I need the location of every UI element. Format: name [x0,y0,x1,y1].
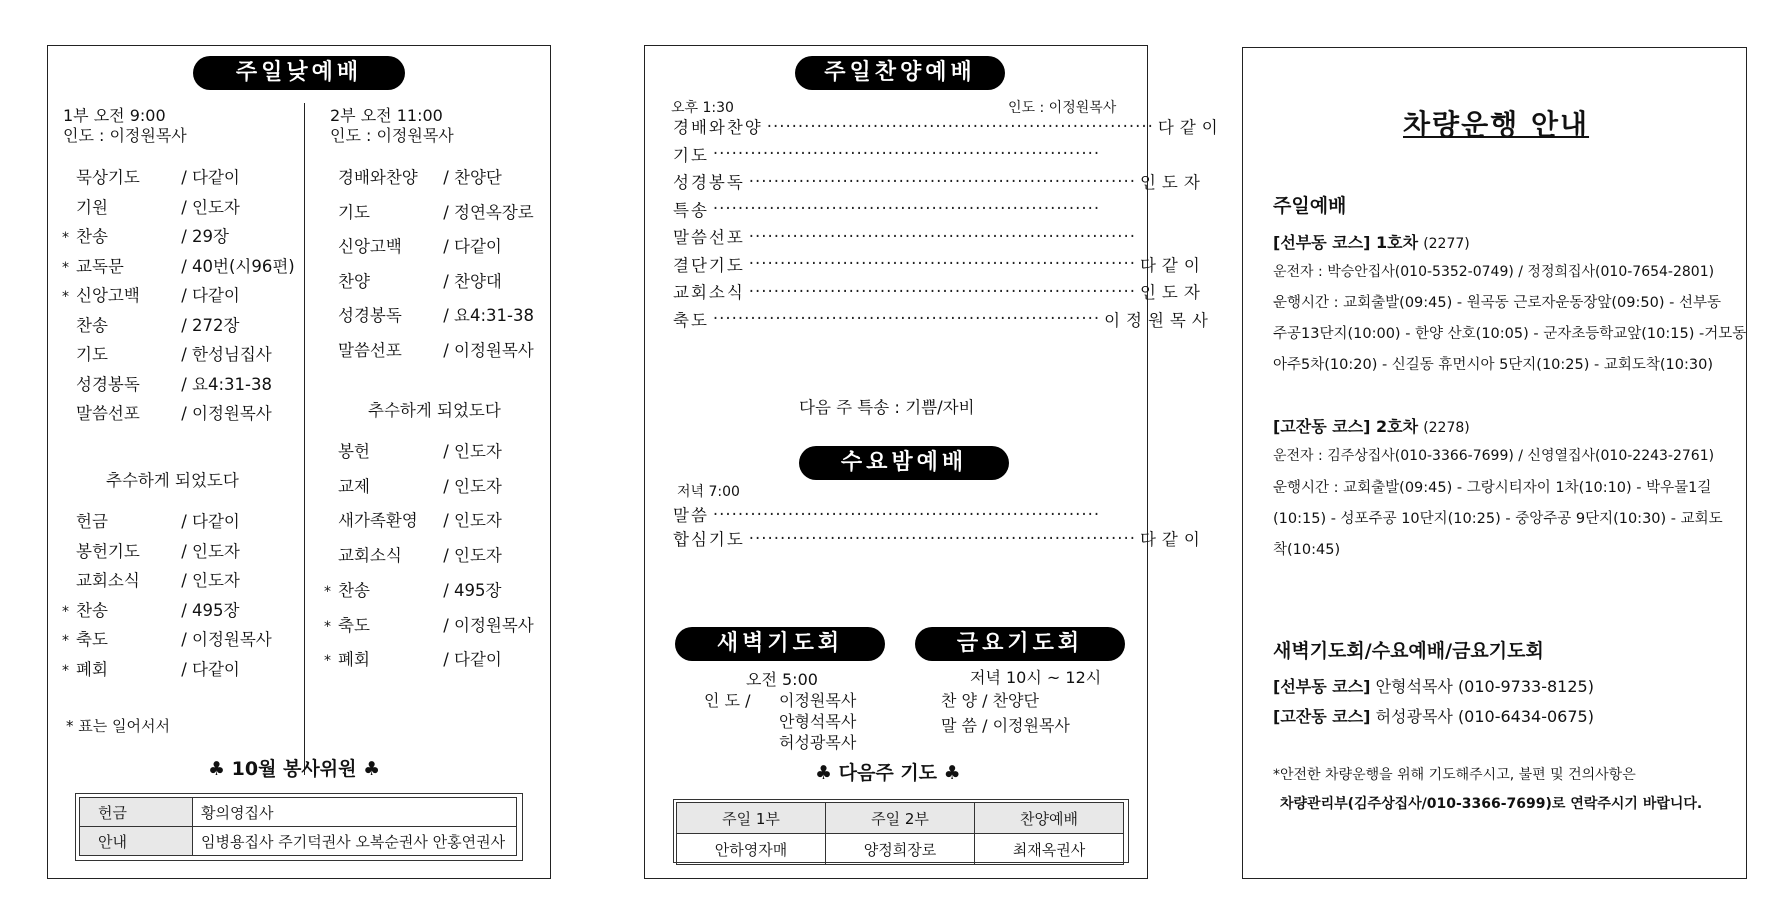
order-label: 신앙고백 [338,237,402,256]
order-label: 찬송 [76,315,108,335]
order-label: 교독문 [76,256,124,276]
order-label: 합심기도 [673,530,745,549]
order-item [62,567,240,591]
staff-names: 황의영집사 [193,798,517,827]
order-label: 말씀선포 [673,228,745,247]
sunday-praise-panel [644,45,1224,879]
order-item [324,268,502,292]
order-label: 찬송 [76,227,108,246]
dot-leader: ······························································ [712,199,1101,218]
prayer-header-row [677,803,1124,834]
order-label: 묵상기도 [76,168,140,187]
order-value: / 다같이 [181,168,240,187]
order-label: 헌금 [76,512,108,531]
order-item [673,114,1224,138]
order-item [62,223,229,247]
order-label: 폐회 [76,659,108,679]
prayer-header: 주일 2부 [826,803,975,834]
dot-leader: ······························································ [748,254,1136,273]
order-value: / 다같이 [443,237,502,256]
order-label: 찬송 [338,580,370,600]
order-value: / 495장 [443,580,502,600]
order-item [324,542,502,566]
order-label: 축도 [76,630,108,649]
sunday-morning-title: 주일낮예배 [193,56,405,90]
order-who: 인도자 [1139,283,1206,302]
order-item [673,307,1214,331]
order-item [324,646,502,670]
order-label: 신앙고백 [76,286,140,305]
order-who: 인도자 [1139,173,1206,192]
order-label: 축도 [338,615,370,635]
dawn-leader: 허성광목사 [779,733,857,752]
order-value: / 인도자 [443,511,502,531]
order-item [62,538,240,562]
dot-leader: ······························································ [748,226,1136,246]
order-item [324,199,534,223]
notice-line: *안전한 차량운행을 위해 기도해주시고, 불편 및 건의사항은 [1273,767,1636,783]
order-item [673,526,1206,550]
order-value: / 요4:31-38 [181,374,272,394]
order-value: / 정연옥장로 [443,202,534,222]
order-item [62,194,240,218]
order-label: 말씀 [673,506,709,525]
route2-drivers: 운전자 : 김주상집사(010-3366-7699) / 신영열집사(010-2243-2761) [1273,448,1715,464]
order-label: 말씀선포 [338,340,402,360]
order-value: / 272장 [181,315,240,335]
weekday-route1: [선부동 코스] 안형석목사 (010-9733-8125) [1273,677,1594,696]
route1-schedule: 운행시간 : 교회출발(09:45) - 원곡동 근로자운동장앞(09:50) - 선부동 [1273,295,1721,311]
order-item [62,626,272,650]
order-label: 봉헌기도 [76,541,140,561]
standing-marker: * [62,230,69,246]
dot-leader: ······························································ [712,309,1101,328]
notice-line: 차량관리부(김주상집사/010-3366-7699)로 연락주시기 바랍니다. [1280,796,1703,812]
praise-time: 오후 1:30 [671,100,734,116]
order-item [62,597,240,621]
order-who: 이정원목사 [1104,310,1214,330]
service1-leader: 인도 : 이정원목사 [63,126,187,145]
order-label: 성경봉독 [76,374,140,394]
order-item [62,656,240,680]
route2-heading: [고잔동 코스] 2호차 (2278) [1273,417,1470,436]
standing-marker: * [62,633,69,649]
order-value: / 다같이 [443,650,502,670]
prayer-name: 최재옥권사 [975,834,1124,865]
dot-leader: ······························································ [748,528,1136,548]
sunday-section-title: 주일예배 [1273,195,1347,217]
order-value: / 다같이 [181,512,240,531]
order-value: / 495장 [181,600,240,620]
order-item [324,164,502,188]
praise-leader: 인도 : 이정원목사 [1008,100,1117,116]
sunday-praise-title: 주일찬양예배 [795,56,1005,90]
order-item [62,400,272,424]
friday-time: 저녁 10시 ~ 12시 [970,668,1102,687]
order-label: 찬양 [338,271,370,291]
order-item [673,169,1206,193]
order-item [673,224,1136,248]
wednesday-time: 저녁 7:00 [677,484,740,500]
order-value: / 찬양대 [443,271,502,291]
order-item [324,438,502,462]
order-label: 기도 [76,345,108,364]
order-item [62,312,240,336]
dot-leader: ······························································ [748,171,1136,191]
friday-item: 말 씀 / 이정원목사 [941,716,1070,735]
vehicle-panel [1242,47,1747,879]
service1-time: 1부 오전 9:00 [63,106,166,125]
order-label: 기원 [76,197,108,217]
order-label: 성경봉독 [338,306,402,325]
order-item [324,612,534,636]
dot-leader: ······························································ [748,281,1136,301]
prayer-name-row [677,834,1124,865]
order-item [673,279,1206,303]
service2-leader: 인도 : 이정원목사 [330,126,454,145]
order-label: 축도 [673,310,709,330]
order-value: / 인도자 [181,197,240,217]
order-item [62,164,240,188]
order-item [673,142,1123,166]
order-label: 기도 [338,202,370,222]
standing-marker: * [62,289,69,305]
order-value: / 다같이 [181,286,240,305]
service2-sermon-title: 추수하게 되었도다 [368,401,501,420]
staff-row [80,798,517,827]
order-label: 기도 [673,145,709,165]
staff-row [80,827,517,856]
weekday-section-title: 새벽기도회/수요예배/금요기도회 [1273,640,1544,662]
order-value: / 인도자 [443,546,502,566]
staff-role: 안내 [80,827,193,856]
order-label: 특송 [673,200,709,220]
route2-schedule: 착(10:45) [1273,542,1341,558]
order-label: 교회소식 [673,283,745,302]
staff-title: ♣ 10월 봉사위원 ♣ [208,758,381,780]
prayer-name: 안하영자매 [677,834,826,865]
standing-marker: * [62,259,69,276]
order-item [62,508,240,532]
prayer-header: 찬양예배 [975,803,1124,834]
order-item [324,577,502,601]
staff-role: 헌금 [80,798,193,827]
standing-marker: * [324,583,331,600]
route1-schedule: 아주5차(10:20) - 신길동 휴먼시아 5단지(10:25) - 교회도착(10:30) [1273,357,1713,373]
dot-leader: ······························································ [712,504,1101,524]
order-value: / 이정원목사 [443,340,534,360]
staff-names: 임병용집사 주기덕권사 오복순권사 안홍연권사 [193,827,517,856]
order-value: / 인도자 [443,476,502,496]
route1-heading: [선부동 코스] 1호차 (2277) [1273,233,1470,252]
column-divider [304,103,305,775]
order-item [673,502,1123,526]
dawn-prayer-title: 새벽기도회 [675,627,885,661]
standing-marker: * [324,618,331,635]
service1-sermon-title: 추수하게 되었도다 [106,471,239,490]
order-value: / 인도자 [181,571,240,590]
order-label: 교제 [338,476,370,496]
order-value: / 요4:31-38 [443,306,534,325]
route2-schedule: 운행시간 : 교회출발(09:45) - 그랑시티자이 1차(10:10) - 박우물1길 [1273,480,1712,496]
order-item [324,507,502,531]
order-item [324,473,502,497]
order-label: 찬송 [76,600,108,620]
order-label: 교회소식 [338,546,402,566]
order-item [62,282,240,306]
friday-prayer-title: 금요기도회 [915,627,1125,661]
order-value: / 찬양단 [443,168,502,187]
order-label: 교회소식 [76,571,140,590]
friday-item: 찬 양 / 찬양단 [941,691,1039,710]
order-label: 경배와찬양 [673,118,763,137]
next-special: 다음 주 특송 : 기쁨/자비 [799,398,975,417]
order-who: 다같이 [1157,118,1224,137]
order-label: 성경봉독 [673,173,745,192]
order-label: 봉헌 [338,442,370,461]
order-value: / 다같이 [181,659,240,679]
dot-leader: ······························································ [766,116,1154,136]
order-value: / 인도자 [181,541,240,561]
dawn-leader: 안형석목사 [779,712,857,731]
vehicle-title: 차량운행 안내 [1403,108,1590,141]
prayer-title: ♣ 다음주 기도 ♣ [815,762,961,784]
order-who: 다같이 [1139,255,1206,275]
standing-marker: * [324,653,331,670]
dawn-time: 오전 5:00 [746,670,818,689]
prayer-name: 양정희장로 [826,834,975,865]
order-label: 결단기도 [673,255,745,275]
order-item [62,371,272,395]
order-item [673,252,1206,276]
order-item [324,233,502,257]
order-item [324,302,534,326]
order-item [324,337,534,361]
order-value: / 29장 [181,227,229,246]
standing-note: * 표는 일어서서 [66,717,170,735]
prayer-table [676,802,1124,865]
order-item [62,253,295,277]
order-value: / 한성님집사 [181,345,272,364]
order-value: / 이정원목사 [181,404,272,423]
dawn-leader-label: 인 도 / [704,691,751,710]
standing-marker: * [62,603,69,620]
weekday-route2: [고잔동 코스] 허성광목사 (010-6434-0675) [1273,707,1594,726]
staff-table [79,797,517,856]
dawn-leader: 이정원목사 [779,691,857,710]
order-value: / 이정원목사 [443,615,534,635]
wednesday-title: 수요밤예배 [799,446,1009,480]
service2-time: 2부 오전 11:00 [330,106,443,125]
standing-marker: * [62,662,69,679]
order-value: / 이정원목사 [181,630,272,649]
order-item [62,341,272,365]
order-item [673,197,1123,221]
dot-leader: ······························································ [712,144,1101,163]
route1-drivers: 운전자 : 박승안집사(010-5352-0749) / 정정희집사(010-7654-2801) [1273,264,1715,280]
order-who: 다같이 [1139,530,1206,549]
order-label: 경배와찬양 [338,168,418,187]
order-value: / 인도자 [443,442,502,461]
prayer-header: 주일 1부 [677,803,826,834]
order-label: 말씀선포 [76,404,140,423]
sunday-morning-panel [47,45,551,879]
route1-schedule: 주공13단지(10:00) - 한양 산호(10:05) - 군자초등학교앞(10:15) -거모동 [1273,326,1747,342]
route2-schedule: (10:15) - 성포주공 10단지(10:25) - 중앙주공 9단지(10:30) - 교회도 [1273,511,1723,527]
order-label: 폐회 [338,650,370,670]
order-value: / 40번(시96편) [181,256,295,276]
order-label: 새가족환영 [338,511,418,531]
